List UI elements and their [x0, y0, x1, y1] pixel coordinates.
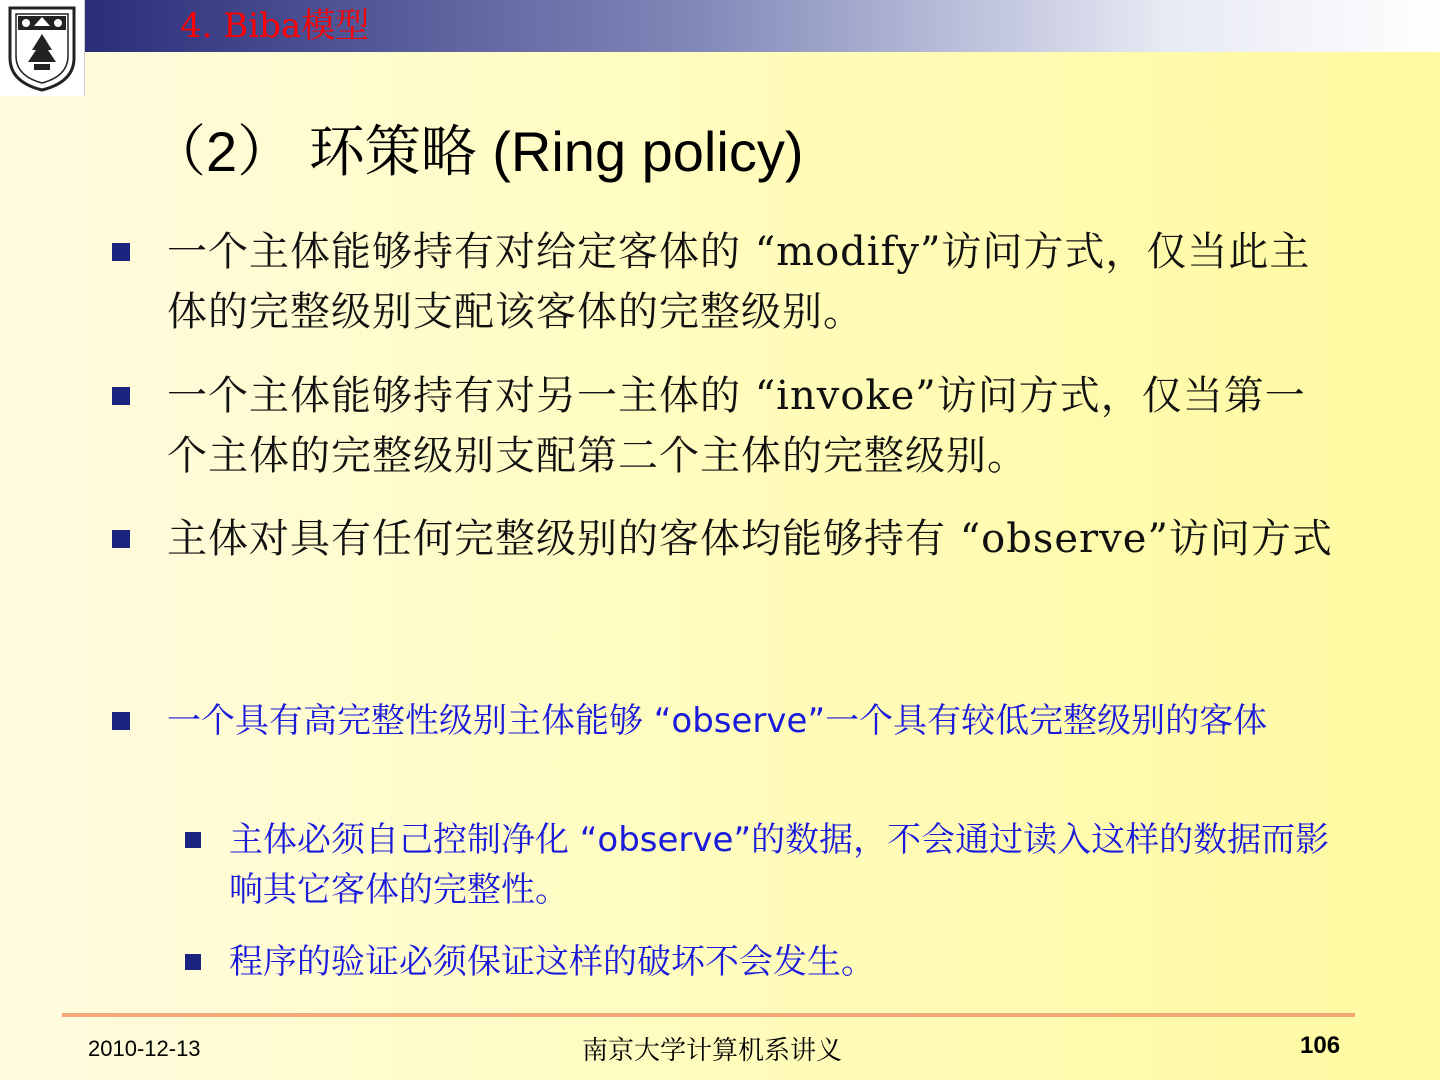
slide-title: （2） 环策略 (Ring policy)	[150, 120, 804, 183]
footer-divider	[62, 1013, 1355, 1017]
sub-bullet-text: 主体必须自己控制净化 “observe”的数据，不会通过读入这样的数据而影响其它客体的完整性。	[229, 820, 1330, 910]
note-bullet	[112, 696, 1337, 746]
bullet-text: 一个主体能够持有对给定客体的 “modify”访问方式，仅当此主体的完整级别支配该客体的完整级别。	[167, 229, 1311, 335]
bullet-square-icon	[185, 832, 201, 848]
header-banner	[84, 0, 1440, 52]
bullet-item	[112, 366, 1342, 486]
footer-date: 2010-12-13	[88, 1036, 201, 1061]
bullet-square-icon	[112, 530, 130, 548]
bullet-item	[112, 222, 1342, 342]
sub-bullet-text: 程序的验证必须保证这样的破坏不会发生。	[229, 942, 875, 982]
note-text: 一个具有高完整性级别主体能够 “observe”一个具有较低完整级别的客体	[167, 701, 1268, 741]
bullet-square-icon	[112, 243, 130, 261]
footer-course-name: 南京大学计算机系讲义	[582, 1036, 843, 1066]
university-seal-icon	[4, 4, 80, 92]
section-title: 4. Biba模型	[180, 6, 370, 46]
university-logo	[0, 0, 85, 96]
sub-bullet	[185, 937, 1349, 987]
bullet-square-icon	[112, 387, 130, 405]
bullet-text: 一个主体能够持有对另一主体的 “invoke”访问方式，仅当第一个主体的完整级别支配第二个主体的完整级别。	[167, 373, 1306, 479]
page-number: 106	[1300, 1032, 1341, 1059]
bullet-item	[112, 509, 1342, 569]
bullet-square-icon	[112, 712, 130, 730]
bullet-text: 主体对具有任何完整级别的客体均能够持有 “observe”访问方式	[167, 516, 1333, 562]
bullet-square-icon	[185, 954, 201, 970]
sub-bullet	[185, 815, 1349, 915]
